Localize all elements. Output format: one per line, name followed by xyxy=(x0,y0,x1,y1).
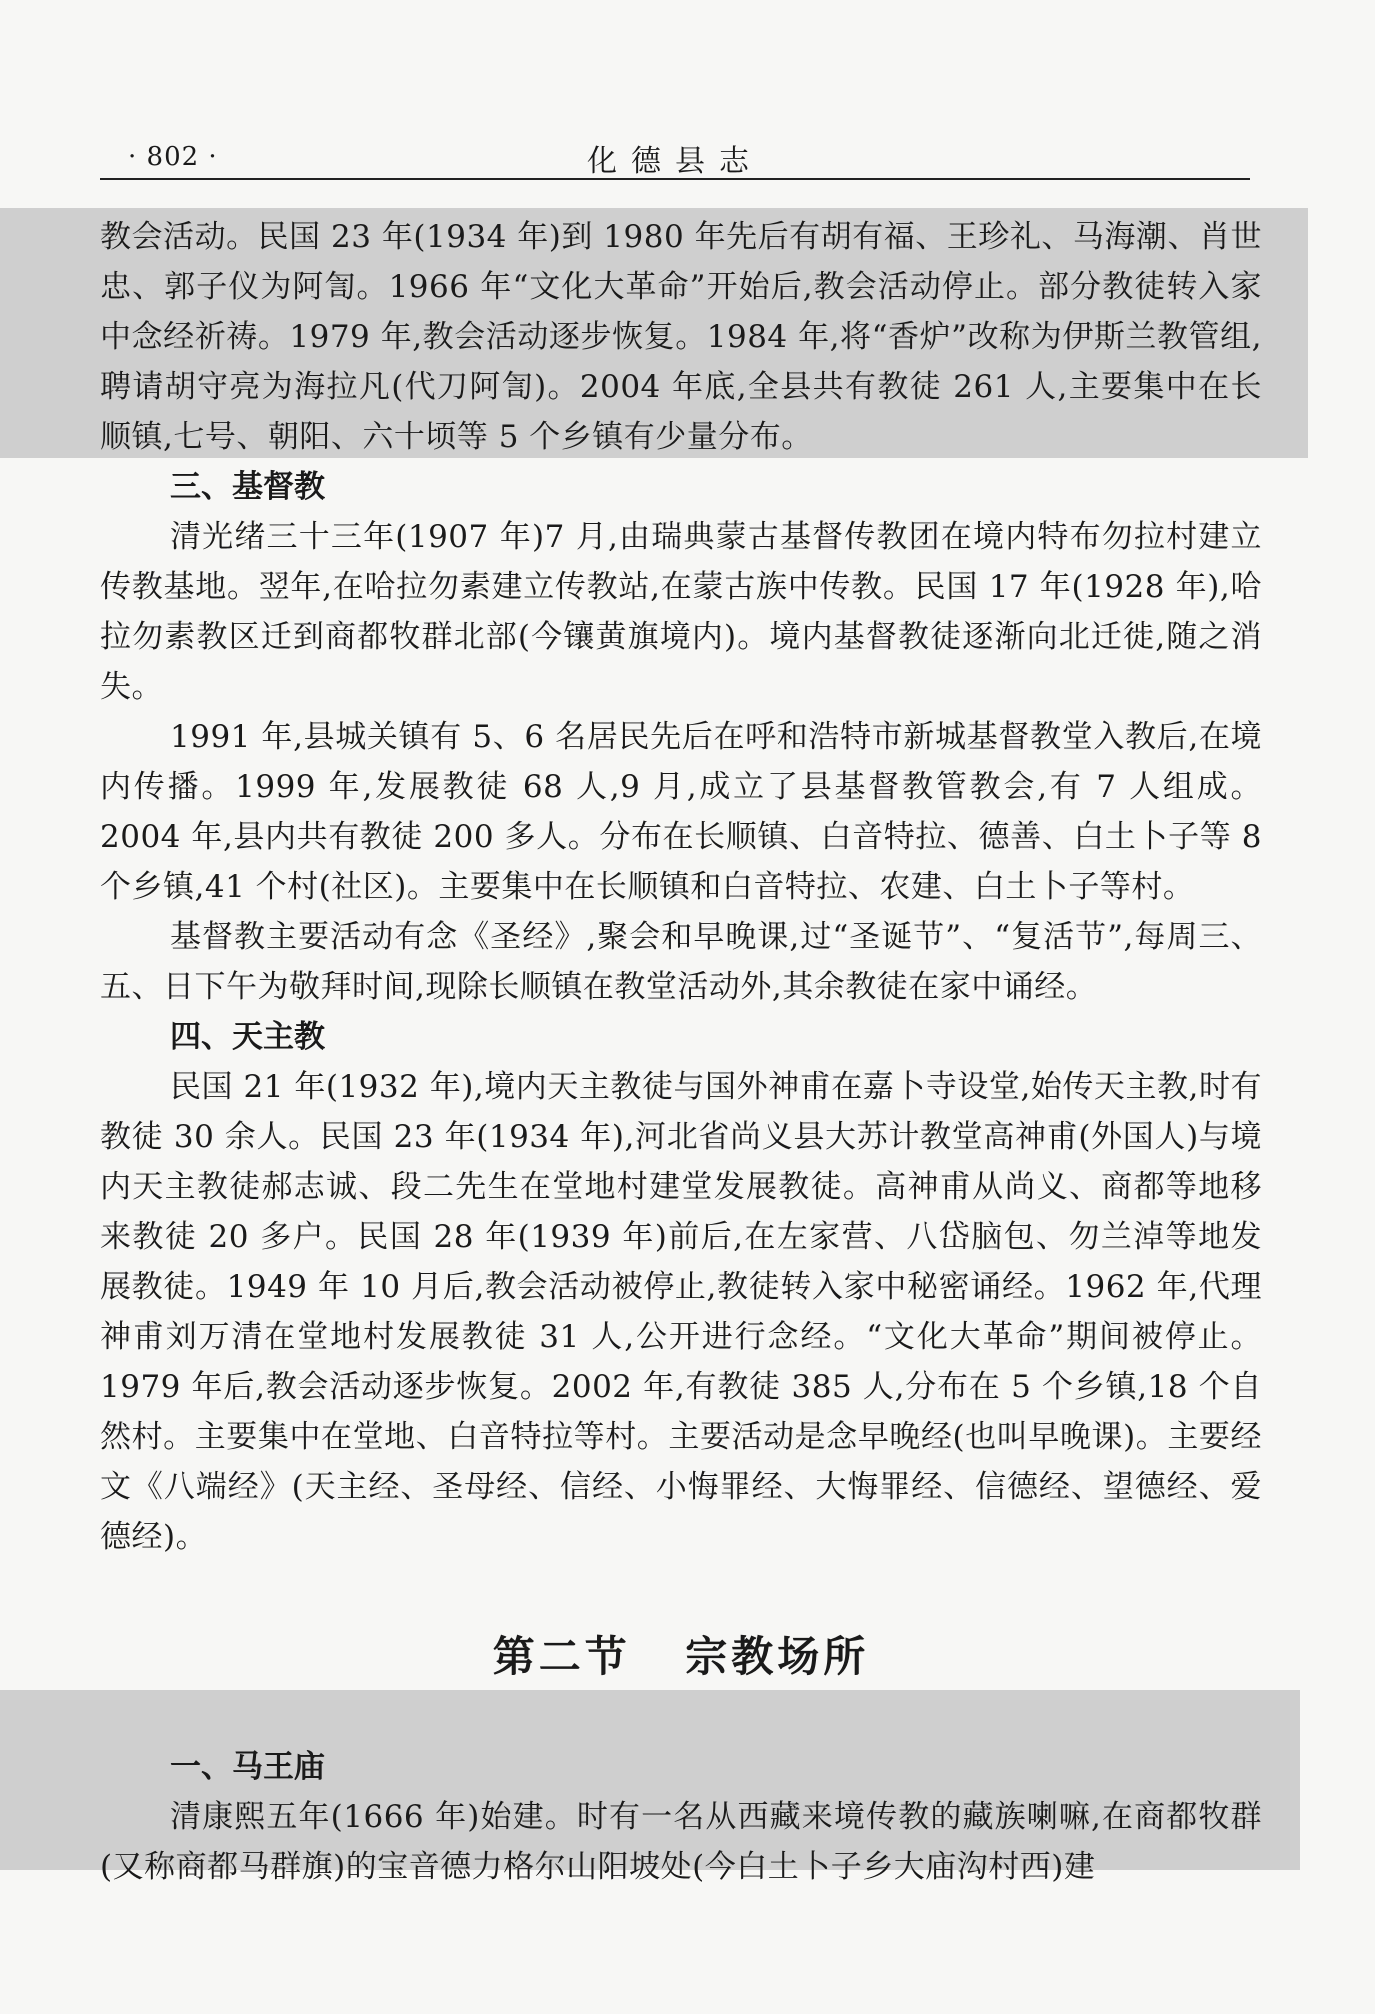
mawang-temple-heading: 一、马王庙 xyxy=(170,1749,325,1785)
christianity-paragraph-3: 基督教主要活动有念《圣经》,聚会和早晚课,过“圣诞节”、“复活节”,每周三、五、日下午为敬拜时间,现除长顺镇在教堂活动外,其余教徒在家中诵经。 xyxy=(100,919,1262,1005)
christianity-paragraph-2: 1991 年,县城关镇有 5、6 名居民先后在呼和浩特市新城基督教堂入教后,在境内传播。1999 年,发展教徒 68 人,9 月,成立了县基督教管教会,有 7 人组成。2004 年,县内共有教徒 200 多人。分布在长顺镇、白音特拉、德善、白土卜子等 8 个乡镇,41 个村(社区)。主要集中在长顺镇和白音特拉、农建、白土卜子等村。 xyxy=(100,719,1262,905)
intro-paragraph: 教会活动。民国 23 年(1934 年)到 1980 年先后有胡有福、王珍礼、马海潮、肖世忠、郭子仪为阿訇。1966 年“文化大革命”开始后,教会活动停止。部分教徒转入家中念经祈祷。1979 年,教会活动逐步恢复。1984 年,将“香炉”改称为伊斯兰教管组,聘请胡守亮为海拉凡(代刀阿訇)。2004 年底,全县共有教徒 261 人,主要集中在长顺镇,七号、朝阳、六十顷等 5 个乡镇有少量分布。 xyxy=(100,219,1262,455)
mawang-temple-paragraph: 清康熙五年(1666 年)始建。时有一名从西藏来境传教的藏族喇嘛,在商都牧群(又称商都马群旗)的宝音德力格尔山阳坡处(今白土卜子乡大庙沟村西)建 xyxy=(100,1799,1262,1885)
page-header xyxy=(100,128,1250,180)
catholicism-paragraph-1: 民国 21 年(1932 年),境内天主教徒与国外神甫在嘉卜寺设堂,始传天主教,时有教徒 30 余人。民国 23 年(1934 年),河北省尚义县大苏计教堂高神甫(外国人)与境内天主教徒郝志诚、段二先生在堂地村建堂发展教徒。高神甫从尚义、商都等地移来教徒 20 多户。民国 28 年(1939 年)前后,在左家营、八岱脑包、勿兰淖等地发展教徒。1949 年 10 月后,教会活动被停止,教徒转入家中秘密诵经。1962 年,代理神甫刘万清在堂地村发展教徒 31 人,公开进行念经。“文化大革命”期间被停止。1979 年后,教会活动逐步恢复。2002 年,有教徒 385 人,分布在 5 个乡镇,18 个自然村。主要集中在堂地、白音特拉等村。主要活动是念早晚经(也叫早晚课)。主要经文《八端经》(天主经、圣母经、信经、小悔罪经、大悔罪经、信德经、望德经、爱德经)。 xyxy=(100,1069,1262,1555)
christianity-paragraph-1: 清光绪三十三年(1907 年)7 月,由瑞典蒙古基督传教团在境内特布勿拉村建立传教基地。翌年,在哈拉勿素建立传教站,在蒙古族中传教。民国 17 年(1928 年),哈拉勿素教区迁到商都牧群北部(今镶黄旗境内)。境内基督教徒逐渐向北迁徙,随之消失。 xyxy=(100,519,1262,705)
page-body xyxy=(100,212,1262,1892)
page-number: · 802 · xyxy=(128,142,218,172)
section-title: 第二节 宗教场所 xyxy=(492,1632,870,1681)
christianity-heading: 三、基督教 xyxy=(170,469,325,505)
catholicism-heading: 四、天主教 xyxy=(170,1019,325,1055)
book-title: 化德县志 xyxy=(587,144,763,179)
